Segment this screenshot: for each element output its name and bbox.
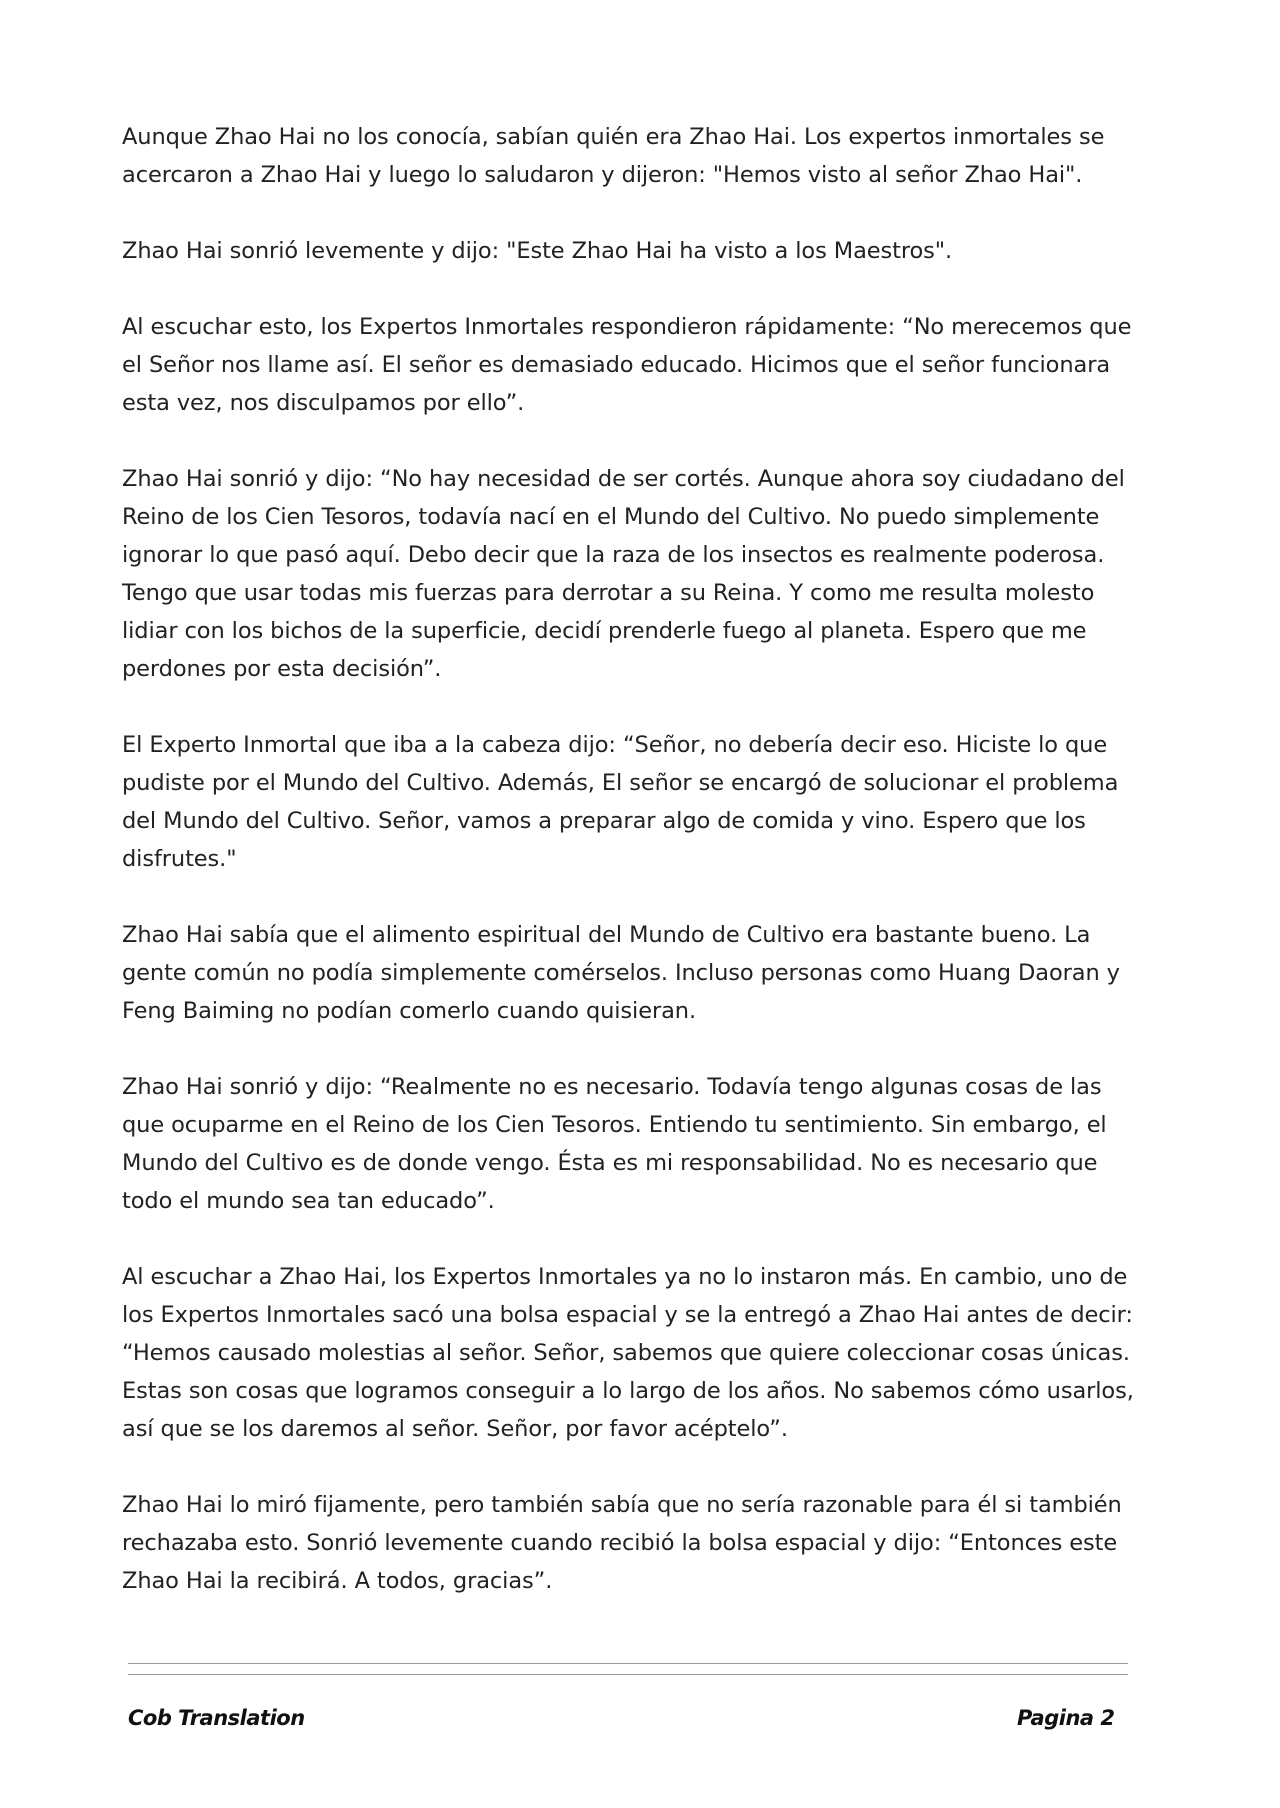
paragraph-9: Zhao Hai lo miró fijamente, pero también sabía que no sería razonable para él si también rechazaba esto. Sonrió levemente cuando recibió la bolsa espacial y dijo: “Entonces este Zhao Hai la recibirá. A todos, gracias”. xyxy=(122,1492,1122,1594)
paragraph-1: Aunque Zhao Hai no los conocía, sabían quién era Zhao Hai. Los expertos inmortales se acercaron a Zhao Hai y luego lo saludaron y dijeron: "Hemos visto al señor Zhao Hai". xyxy=(122,124,1105,188)
footer-divider-bottom xyxy=(128,1674,1128,1675)
footer-divider-top xyxy=(128,1663,1128,1664)
paragraph-2: Zhao Hai sonrió levemente y dijo: "Este Zhao Hai ha visto a los Maestros". xyxy=(122,238,953,264)
paragraph-5: El Experto Inmortal que iba a la cabeza dijo: “Señor, no debería decir eso. Hiciste lo que pudiste por el Mundo del Cultivo. Además, El señor se encargó de solucionar el problema del Mundo del Cultivo. Señor, vamos a preparar algo de comida y vino. Espero que los disfrutes." xyxy=(122,732,1119,872)
footer-page-number: Pagina 2 xyxy=(1017,1706,1115,1730)
paragraph-8: Al escuchar a Zhao Hai, los Expertos Inmortales ya no lo instaron más. En cambio, uno de los Expertos Inmortales sacó una bolsa espacial y se la entregó a Zhao Hai antes de decir: “Hemos causado molestias al señor. Señor, sabemos que quiere coleccionar cosas únicas. Estas son cosas que logramos conseguir a lo largo de los años. No sabemos cómo usarlos, así que se los daremos al señor. Señor, por favor acéptelo”. xyxy=(122,1264,1134,1442)
paragraph-6: Zhao Hai sabía que el alimento espiritual del Mundo de Cultivo era bastante bueno. La gente común no podía simplemente comérselos. Incluso personas como Huang Daoran y Feng Baiming no podían comerlo cuando quisieran. xyxy=(122,922,1120,1024)
paragraph-7: Zhao Hai sonrió y dijo: “Realmente no es necesario. Todavía tengo algunas cosas de las que ocuparme en el Reino de los Cien Tesoros. Entiendo tu sentimiento. Sin embargo, el Mundo del Cultivo es de donde vengo. Ésta es mi responsabilidad. No es necesario que todo el mundo sea tan educado”. xyxy=(122,1074,1107,1214)
body-text xyxy=(122,118,1142,1638)
paragraph-4: Zhao Hai sonrió y dijo: “No hay necesidad de ser cortés. Aunque ahora soy ciudadano del Reino de los Cien Tesoros, todavía nací en el Mundo del Cultivo. No puedo simplemente ignorar lo que pasó aquí. Debo decir que la raza de los insectos es realmente poderosa. Tengo que usar todas mis fuerzas para derrotar a su Reina. Y como me resulta molesto lidiar con los bichos de la superficie, decidí prenderle fuego al planeta. Espero que me perdones por esta decisión”. xyxy=(122,466,1125,682)
footer-translator-name: Cob Translation xyxy=(128,1706,305,1730)
paragraph-3: Al escuchar esto, los Expertos Inmortales respondieron rápidamente: “No merecemos que el Señor nos llame así. El señor es demasiado educado. Hicimos que el señor funcionara esta vez, nos disculpamos por ello”. xyxy=(122,314,1132,416)
